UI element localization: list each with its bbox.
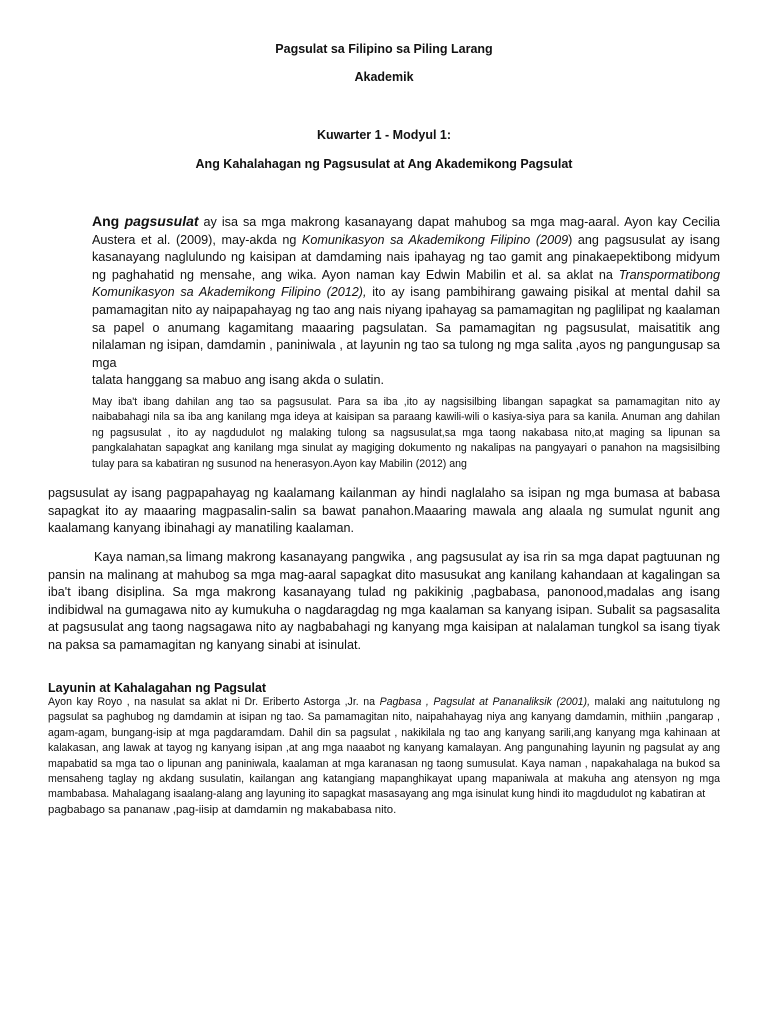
document-title-line-1: Pagsulat sa Filipino sa Piling Larang bbox=[275, 42, 493, 56]
paragraph-purpose: Ayon kay Royo , na nasulat sa aklat ni Dr. Eriberto Astorga ,Jr. na Pagbasa , Pagsulat at Pananaliksik (2001), malaki ang naitutulong ng pagsulat sa paghubog ng damdamin at isipan ng tao. Sa pamamagitan nito, naipahahayag niya ang kanyang damdamin, mithiin ,pangarap , agam-agam, bungang-isip at mga pagdaramdam. Dahil din sa pagsulat , nakikilala ng tao ang kanyang sarili,ang kanyang mga kahinaan at kalakasan, ang lawak at tayog ng kanyang isipan ,at ang mga naaabot ng kanyang kamalayan. Ang pangunahing layunin ng pagsulat ay ang mapabatid sa mga tao o lipunan ang paniniwala, kaalaman at mga karanasan ng taong sumusulat. Kaya naman , napakahalaga na bukod sa mensaheng taglay ng akdang susulatin, kailangan ang katangiang mapanghikayat upang mapaniwala at makuha ang atensyon ng mga mambabasa. Mahalagang isaalang-alang ang layuning ito sapagkat masasayang ang mga isinulat kung hindi ito magdudulot ng kabatiran at pagbabago sa pananaw ,pag-iisip at damdamin ng makababasa nito. bbox=[48, 696, 720, 816]
paragraph-macro-skills: Kaya naman,sa limang makrong kasanayang pangwika , ang pagsusulat ay isa rin sa mga dapat pagtuunan ng pansin na malinang at mahubog sa mga mag-aaral sapagkat dito masusukat ang kanilang kahandaan at kagalingan sa iba't ibang disiplina. Sa mga makrong kasanayang tulad ng pakikinig ,pagbabasa, panonood,madalas ang isang indibidwal na gumagawa nito ay kumukuha o nagdaragdag ng mga kaalaman sa kanyang isipan. Subalit sa pagsasalita at pagsusulat ang taong nagsagawa nito ay nagbabahagi ng kanyang mga kaisipan at nalalaman tungkol sa isang tiyak na paksa sa pamamagitan ng kanyang sinabi at isinulat. bbox=[48, 550, 720, 652]
document-title-line-2: Akademik bbox=[354, 70, 414, 84]
paragraph-reasons: May iba't ibang dahilan ang tao sa pagsusulat. Para sa iba ,ito ay nagsisilbing libangan sapagkat sa pamamagitan nito ay naibabahagi nila sa iba ang kanilang mga ideya at kaisipan sa paraang kawili-wili o kasiya-siya para sa kanila. Anuman ang dahilan ng pagsusulat , ito ay nagdudulot ng malaking tulong sa nagsusulat,sa mga taong nakabasa nito,at maging sa lipunan sa pangkalahatan sapagkat ang kanilang mga sinulat ay magiging dokumento ng nakalipas na pangyayari o panahon na magsisilbing tulay para sa kabatiran ng susunod na henerasyon.Ayon kay Mabilin (2012) ang bbox=[92, 396, 720, 470]
section-heading: Layunin at Kahalagahan ng Pagsulat bbox=[48, 681, 267, 695]
lead-word: Ang pagsusulat bbox=[92, 213, 199, 229]
paragraph-intro: Ang pagsusulat ay isa sa mga makrong kasanayang dapat mahubog sa mga mag-aaral. Ayon kay Cecilia Austera et al. (2009), may-akda ng Komunikasyon sa Akademikong Filipino (2009) ang pagsusulat ay isang kasanayang naglulundo ng kaisipan at damdaming nais ipahayag ng tao gamit ang pinakaepektibong midyum ng paghahatid ng mensahe, ang wika. Ayon naman kay Edwin Mabilin et al. sa aklat na Transpormatibong Komunikasyon sa Akademikong Filipino (2012), ito ay isang pambihirang gawaing pisikal at mental dahil sa pamamagitan nito ay naipapahayag ng tao ang nais niyang ipahayag sa pamamagitan ng paglilipat ng kaalaman sa papel o anumang kagamitang maaaring pagsulatan. Sa pamamagitan ng pagsusulat, maisatitik ang nilalaman ng isipan, damdamin , paniniwala , at layunin ng tao sa tulong ng mga salita ,ayos ng pangungusap sa mga talata hanggang sa mabuo ang isang akda o sulatin. bbox=[92, 213, 720, 388]
quarter-module-label: Kuwarter 1 - Modyul 1: bbox=[316, 128, 452, 142]
paragraph-continuation: pagsusulat ay isang pagpapahayag ng kaalamang kailanman ay hindi naglalaho sa isipan ng mga bumasa at babasa sapagkat ito ay maaaring magpasalin-salin sa bawat panahon.Maaaring mawala ang alaala ng sumulat ngunit ang kaalamang kanyang ibinahagi ay manatiling kaalaman. bbox=[48, 486, 720, 536]
lead-term: pagsusulat bbox=[124, 213, 199, 229]
module-title: Ang Kahalahagan ng Pagsusulat at Ang Akademikong Pagsulat bbox=[195, 157, 573, 171]
